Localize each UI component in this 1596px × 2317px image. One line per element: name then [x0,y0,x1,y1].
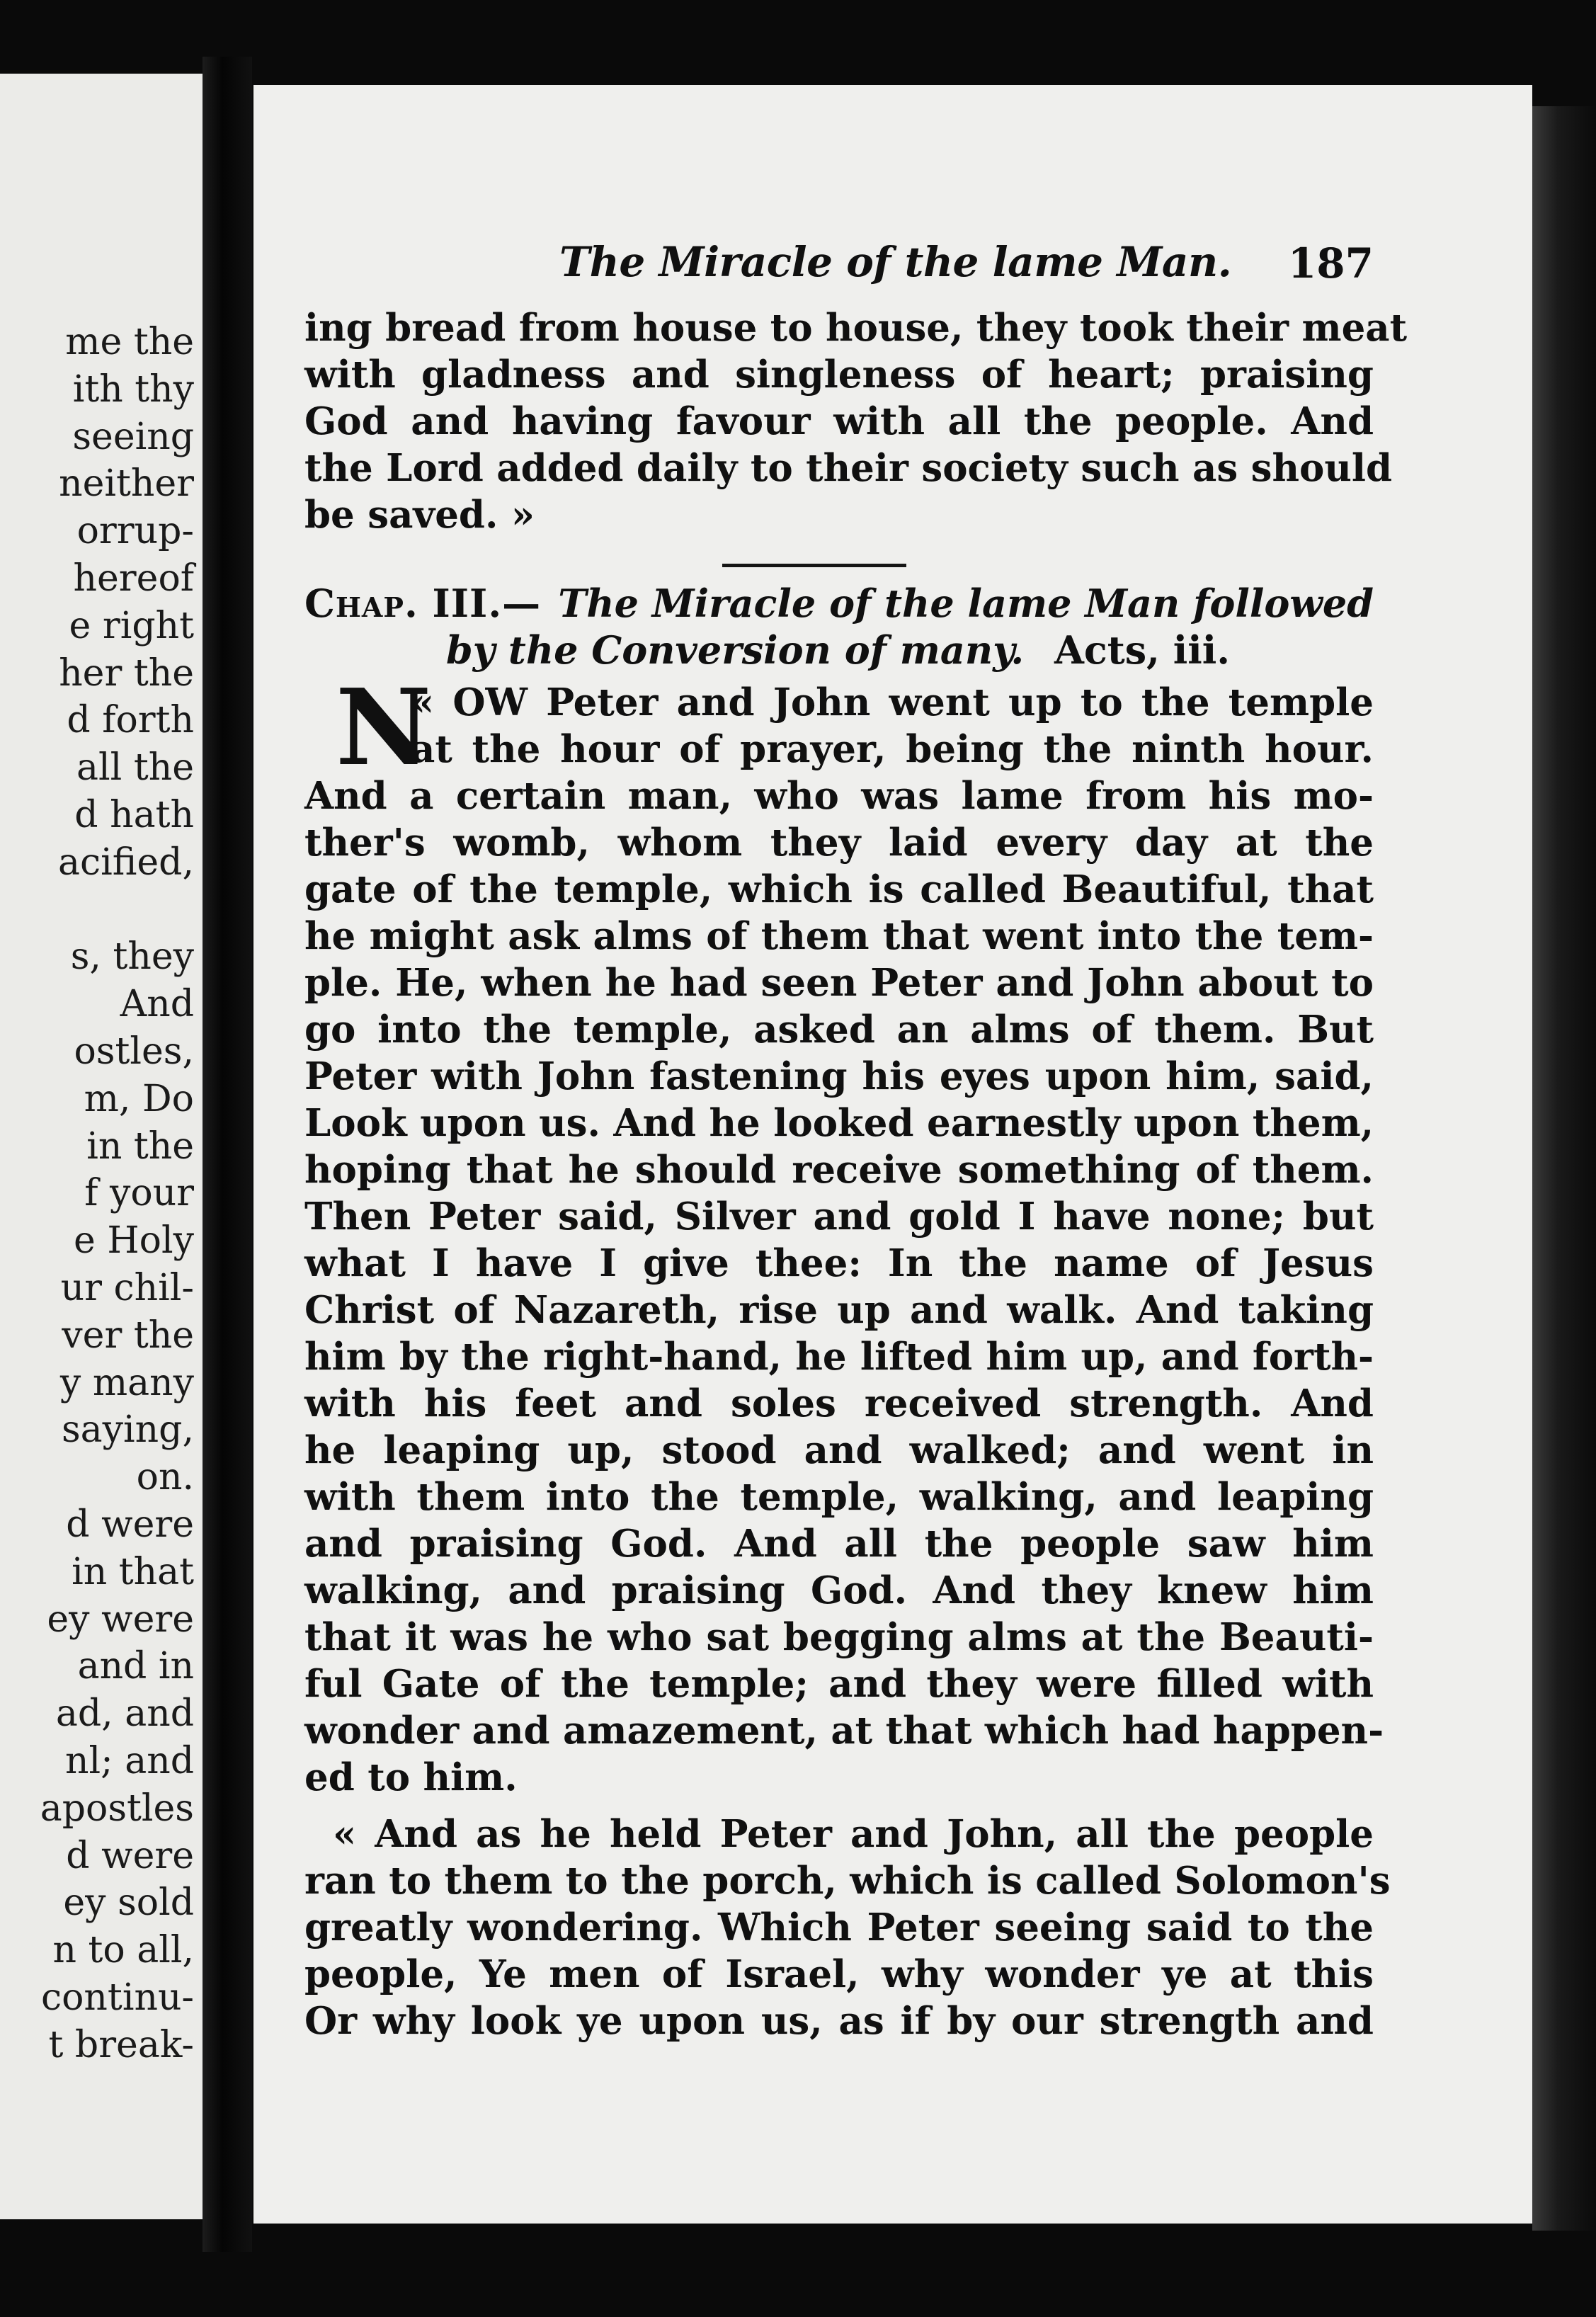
text-line: with his feet and soles received strength. And [304,1382,1374,1425]
chapter-body [304,666,1391,2044]
left-line: y many [59,1361,194,1404]
text-line: greatly wondering. Which Peter seeing said to the [304,1906,1374,1949]
text-line: people, Ye men of Israel, why wonder ye at this [304,1952,1374,1996]
right-page [253,85,1532,2224]
top-paragraph [304,304,1408,538]
left-line: acified, [57,841,194,884]
text-line: ing bread from house to house, they took their meat [304,306,1408,350]
left-line: m, Do [84,1077,194,1120]
page-edge-shadow [1532,106,1596,2231]
left-line: in the [86,1125,194,1168]
left-line: e Holy [74,1219,194,1263]
page-text-block [304,227,1408,2044]
left-line: in that [72,1550,194,1593]
left-line: t break- [48,2023,194,2066]
left-line: apostles [40,1787,194,1830]
left-line: ad, and [55,1692,194,1736]
running-title: The Miracle of the lame Man. [559,238,1232,286]
left-line: ey sold [63,1882,194,1925]
left-line: ver the [62,1314,194,1357]
left-page-fragment [0,74,203,2219]
left-page-text [40,319,194,2068]
chapter-label: Chap. III.— [304,581,542,626]
left-line [40,887,194,934]
left-line: And [120,983,194,1026]
text-line: him by the right-hand, he lifted him up, and forth- [304,1335,1374,1379]
left-line: me the [65,321,194,363]
left-line: ith thy [72,368,194,411]
page-number: 187 [1287,239,1374,288]
left-line: continu- [41,1976,194,2019]
left-line: neither [59,462,194,506]
text-line: « And as he held Peter and John, all the people [333,1812,1374,1856]
text-line: ed to him. [304,1755,518,1799]
left-line: n to all, [52,1929,194,1972]
text-line: at the hour of prayer, being the ninth hour. [411,727,1374,771]
running-head [304,227,1374,304]
drop-cap: N [336,666,432,789]
text-line: and praising God. And all the people saw him [304,1522,1374,1566]
text-line: Or why look ye upon us, as if by our strength and [304,1999,1374,2043]
left-line: d were [66,1834,194,1877]
text-line: be saved. » [304,493,535,537]
text-line: ple. He, when he had seen Peter and John about to [304,961,1374,1005]
chapter-title-line2: by the Conversion of many. [446,627,1025,673]
text-line: wonder and amazement, at that which had happen- [304,1709,1384,1753]
left-line: d forth [67,699,194,742]
left-line: orrup- [76,510,194,553]
text-line: with them into the temple, walking, and leaping [304,1475,1374,1519]
chapter-paragraph [304,666,1384,1801]
left-line: f your [84,1172,194,1215]
text-line: gate of the temple, which is called Beautiful, that [304,867,1374,911]
text-line: walking, and praising God. And they knew him [304,1569,1374,1612]
chapter-reference: Acts, iii. [1054,627,1231,673]
left-line: e right [69,604,194,647]
text-line: what I have I give thee: In the name of Jesus [304,1241,1374,1285]
chapter-title-line1: The Miracle of the lame Man followed [558,581,1374,626]
chapter-heading [304,580,1374,673]
left-line: d hath [74,793,194,836]
left-line: on. [136,1456,194,1499]
left-line: ey were [47,1598,194,1641]
text-line: ran to them to the porch, which is called Solomon's [304,1859,1391,1903]
text-line: he might ask alms of them that went into the tem- [304,914,1374,958]
left-line: d were [66,1503,194,1546]
book-gutter [203,57,252,2252]
text-line: ful Gate of the temple; and they were filled with [304,1662,1374,1706]
text-line: Look upon us. And he looked earnestly upon them, [304,1101,1374,1145]
text-line: hoping that he should receive something of them. [304,1148,1374,1192]
text-line: with gladness and singleness of heart; praising [304,353,1374,397]
left-line: nl; and [65,1739,194,1782]
left-line: ur chil- [60,1266,194,1309]
text-line: And a certain man, who was lame from his mo- [304,774,1374,818]
left-line: ostles, [74,1030,194,1073]
left-line: s, they [70,935,194,979]
text-line: he leaping up, stood and walked; and went in [304,1428,1374,1472]
second-paragraph [304,1811,1391,2044]
left-line: saying, [61,1408,194,1452]
text-line: Peter with John fastening his eyes upon him, said, [304,1054,1374,1098]
left-line: and in [77,1645,194,1688]
text-line: ther's womb, whom they laid every day at the [304,821,1374,865]
left-line: all the [76,746,194,790]
text-line: go into the temple, asked an alms of them. But [304,1008,1374,1052]
text-line: Then Peter said, Silver and gold I have none; but [304,1195,1374,1239]
text-line: that it was he who sat begging alms at the Beauti- [304,1615,1374,1659]
left-line: seeing [72,415,194,458]
left-line: hereof [73,557,194,600]
text-line: Christ of Nazareth, rise up and walk. And taking [304,1288,1374,1332]
left-line: her the [59,651,194,695]
section-divider [722,564,906,567]
text-line: the Lord added daily to their society such as should [304,446,1393,490]
text-line: « OW Peter and John went up to the temple [411,681,1374,724]
text-line: God and having favour with all the people. And [304,399,1374,443]
